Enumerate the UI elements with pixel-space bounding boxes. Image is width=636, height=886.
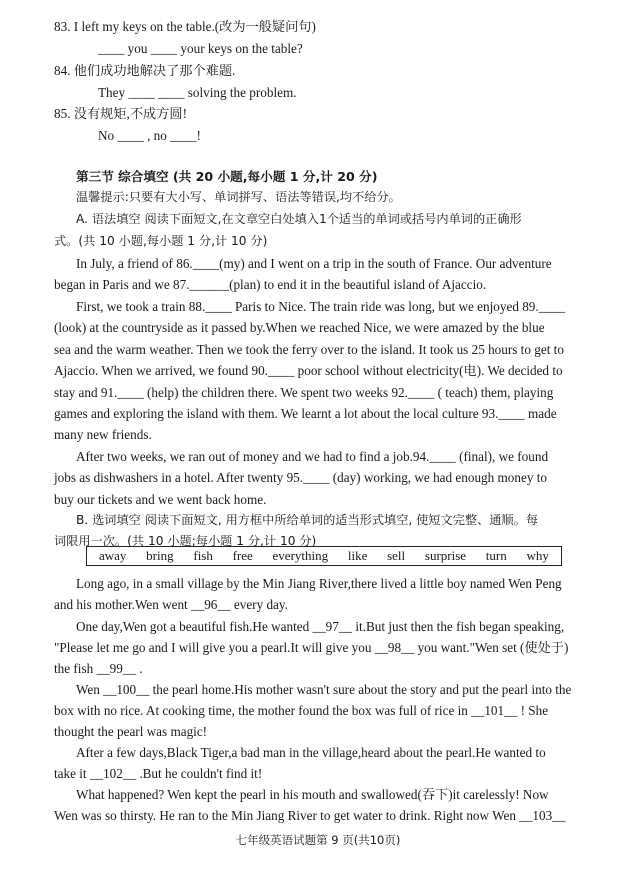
page-footer: 七年级英语试题第 9 页(共10页)	[235, 833, 401, 847]
word-box	[86, 546, 562, 566]
part-b-instruction: B. 选词填空 阅读下面短文, 用方框中所给单词的适当形式填空, 使短文完整、通顺。每	[76, 513, 539, 527]
passage-b-line: Long ago, in a small village by the Min Jiang River,there lived a little boy named Wen Peng	[76, 576, 562, 591]
passage-a-line: games and exploring the island with them. We learnt a lot about the local culture 93.____ made	[54, 406, 557, 421]
question-83: 83. I left my keys on the table.(改为一般疑问句)	[54, 19, 316, 34]
word-box-item: bring	[146, 548, 174, 563]
passage-b-line: box with no rice. At cooking time, the mother found the box was full of rice in __101__ ! She	[54, 703, 549, 718]
passage-a-line: Ajaccio. When we arrived, we found 90.____ poor school without electricity(电). We decided to	[54, 363, 563, 378]
word-box-item: sell	[387, 548, 406, 563]
part-a-instruction: A. 语法填空 阅读下面短文,在文章空白处填入1个适当的单词或括号内单词的正确形	[76, 212, 522, 226]
passage-b-line: One day,Wen got a beautiful fish.He wanted __97__ it.But just then the fish began speaking,	[76, 619, 565, 634]
passage-a-line: many new friends.	[54, 427, 152, 442]
question-84: 84. 他们成功地解决了那个难题.	[54, 63, 236, 78]
passage-b-line: thought the pearl was magic!	[54, 724, 208, 739]
question-85: 85. 没有规矩,不成方圆!	[54, 106, 187, 121]
part-a-instruction-cont: 式。(共 10 小题,每小题 1 分,计 10 分)	[54, 234, 268, 248]
passage-a-line: (look) at the countryside as it passed by.When we reached Nice, we were amazed by the blue	[54, 320, 545, 335]
passage-a-line: buy our tickets and we went back home.	[54, 492, 267, 507]
passage-b-line: After a few days,Black Tiger,a bad man in the village,heard about the pearl.He wanted to	[76, 745, 546, 760]
passage-b-line: and his mother.Wen went __96__ every day.	[54, 597, 288, 612]
word-box-item: everything	[272, 548, 329, 563]
question-85-blank: No ____ , no ____!	[98, 128, 201, 143]
passage-a-line: First, we took a train 88.____ Paris to Nice. The train ride was long, but we enjoyed 89.____	[76, 299, 566, 314]
word-box-item: like	[347, 548, 368, 563]
passage-b-line: take it __102__ .But he couldn't find it!	[54, 766, 263, 781]
passage-a-line: In July, a friend of 86.____(my) and I went on a trip in the south of France. Our adventure	[76, 256, 552, 271]
word-box-item: turn	[485, 548, 507, 563]
passage-b-line: "Please let me go and I will give you a pearl.It will give you __98__ you want."Wen set (使处于)	[54, 640, 569, 655]
passage-b-line: What happened? Wen kept the pearl in his mouth and swallowed(吞下)it carelessly! Now	[76, 787, 549, 802]
passage-a-line: After two weeks, we ran out of money and we had to find a job.94.____ (final), we found	[76, 449, 549, 464]
passage-a-line: began in Paris and we 87.______(plan) to end it in the beautiful island of Ajaccio.	[54, 277, 487, 292]
question-84-blank: They ____ ____ solving the problem.	[98, 85, 297, 100]
part-b-instruction-cont: 词限用一次。(共 10 小题;每小题 1 分,计 10 分)	[54, 534, 317, 548]
passage-a-line: stay and 91.____ (help) the children there. We spent two weeks 92.____ ( teach) them, playing	[54, 385, 554, 400]
passage-b-line: the fish __99__ .	[54, 661, 143, 676]
word-box-item: why	[526, 548, 549, 563]
section-3-heading: 第三节 综合填空 (共 20 小题,每小题 1 分,计 20 分)	[76, 169, 378, 184]
passage-b-line: Wen __100__ the pearl home.His mother wasn't sure about the story and put the pearl into the	[76, 682, 572, 697]
word-box-item: free	[232, 548, 253, 563]
word-box-item: surprise	[424, 548, 467, 563]
passage-b-line: Wen was so thirsty. He ran to the Min Jiang River to get water to drink. Right now Wen __103__	[54, 808, 566, 823]
warm-tip: 温馨提示:只要有大小写、单词拼写、语法等错误,均不给分。	[76, 190, 401, 204]
passage-a-line: jobs as dishwashers in a hotel. After twenty 95.____ (day) working, we had enough money to	[54, 470, 547, 485]
passage-a-line: sea and the warm weather. Then we took the ferry over to the island. It took us 25 hours to get to	[54, 342, 564, 357]
word-box-item: fish	[193, 548, 213, 563]
question-83-blank: ____ you ____ your keys on the table?	[98, 41, 303, 56]
word-box-item: away	[99, 548, 127, 563]
